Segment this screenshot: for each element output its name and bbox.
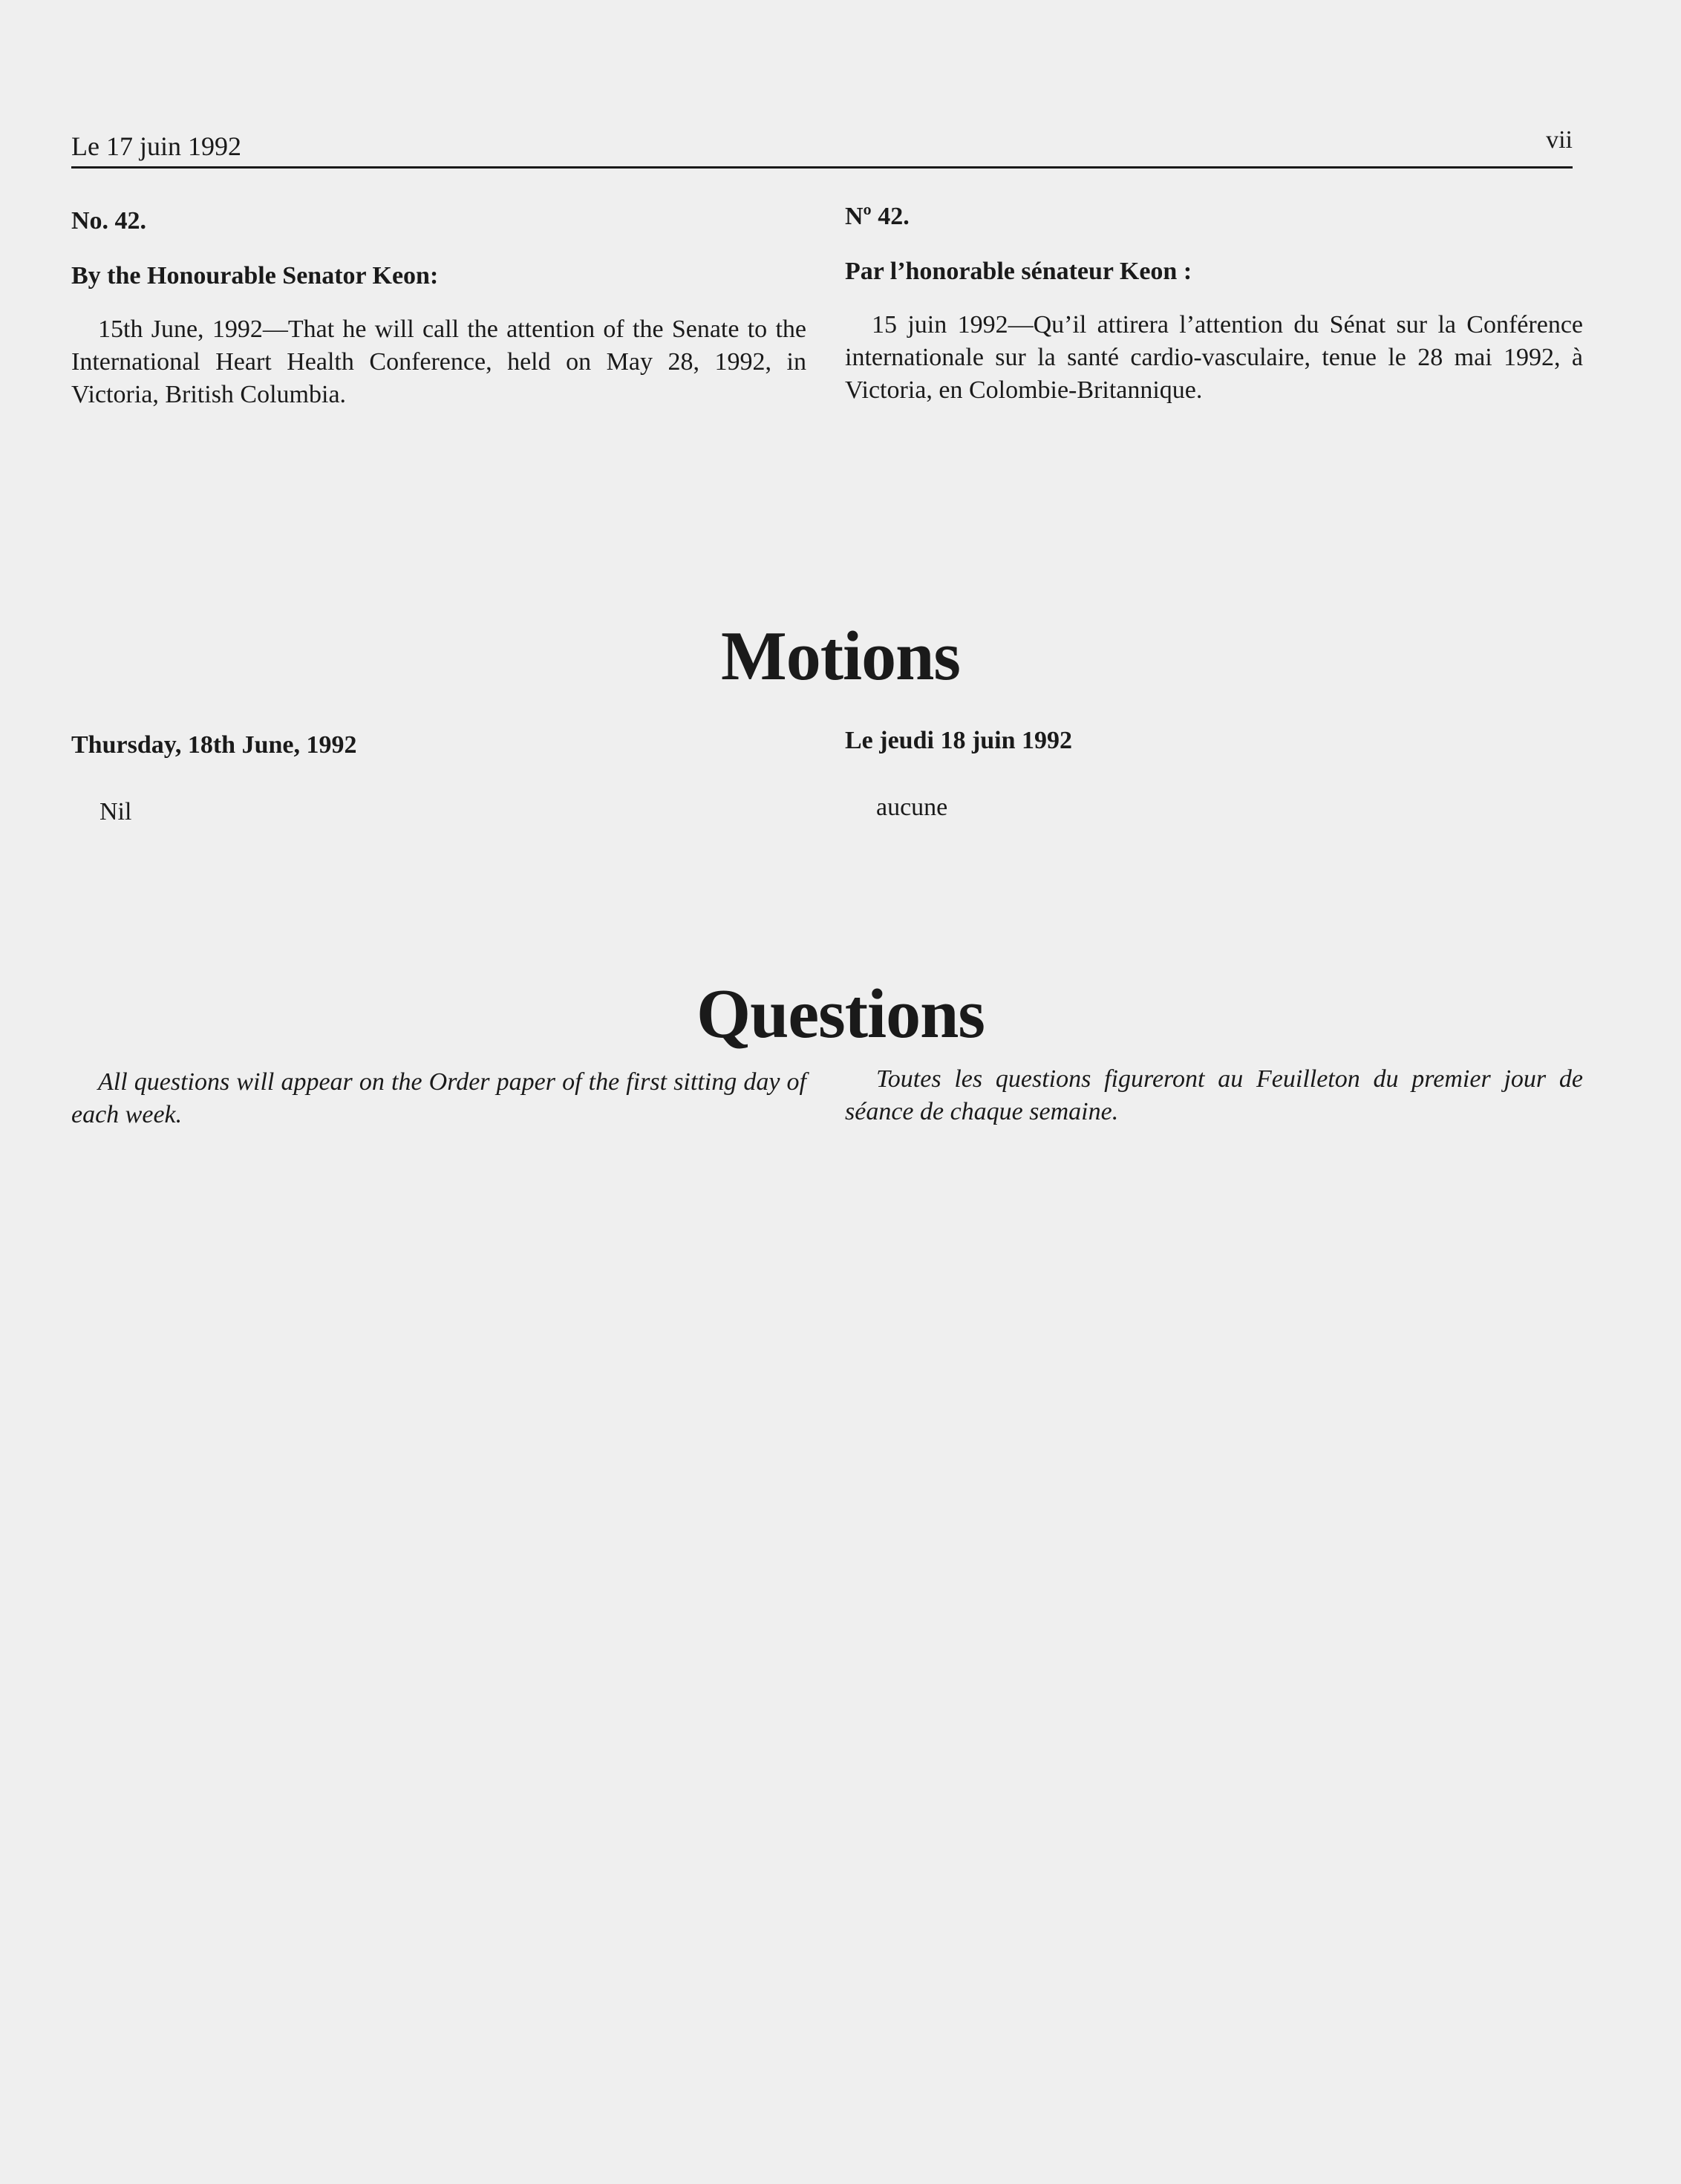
- questions-heading: Questions: [696, 975, 985, 1053]
- questions-text: All questions will appear on the Order paper of the first sitting day of each week.: [71, 1068, 806, 1128]
- page-number: vii: [1546, 126, 1573, 154]
- page-date: Le 17 juin 1992: [71, 131, 241, 161]
- questions-en: [71, 1066, 806, 1131]
- questions-fr: [845, 1063, 1583, 1128]
- notice-number: Nº 42.: [845, 203, 910, 230]
- motions-date: Le jeudi 18 juin 1992: [845, 727, 1073, 754]
- header-rule: [71, 166, 1573, 169]
- notice-author: Par l’honorable sénateur Keon :: [845, 258, 1192, 285]
- notice-author: By the Honourable Senator Keon:: [71, 262, 439, 290]
- questions-text: Toutes les questions figureront au Feuilleton du premier jour de séance de chaque semaine.: [845, 1065, 1583, 1125]
- motions-date: Thursday, 18th June, 1992: [71, 731, 357, 759]
- motions-heading: Motions: [721, 618, 960, 695]
- motions-value: aucune: [876, 794, 948, 821]
- notice-text: 15 juin 1992—Qu’il attirera l’attention du Sénat sur la Conférence internationale sur la santé cardio-vasculaire, tenue le 28 mai 1992, à Victoria, en Colombie-Britannique.: [845, 311, 1583, 404]
- notice-number: No. 42.: [71, 207, 147, 235]
- notice-fr: [845, 200, 1583, 407]
- notice-text: 15th June, 1992—That he will call the attention of the Senate to the International Heart Health Conference, held on May 28, 1992, in Victoria, British Columbia.: [71, 315, 806, 408]
- motions-value: Nil: [99, 798, 132, 825]
- notice-en: [71, 205, 806, 411]
- motions-en: [71, 729, 806, 828]
- motions-fr: [845, 725, 1583, 824]
